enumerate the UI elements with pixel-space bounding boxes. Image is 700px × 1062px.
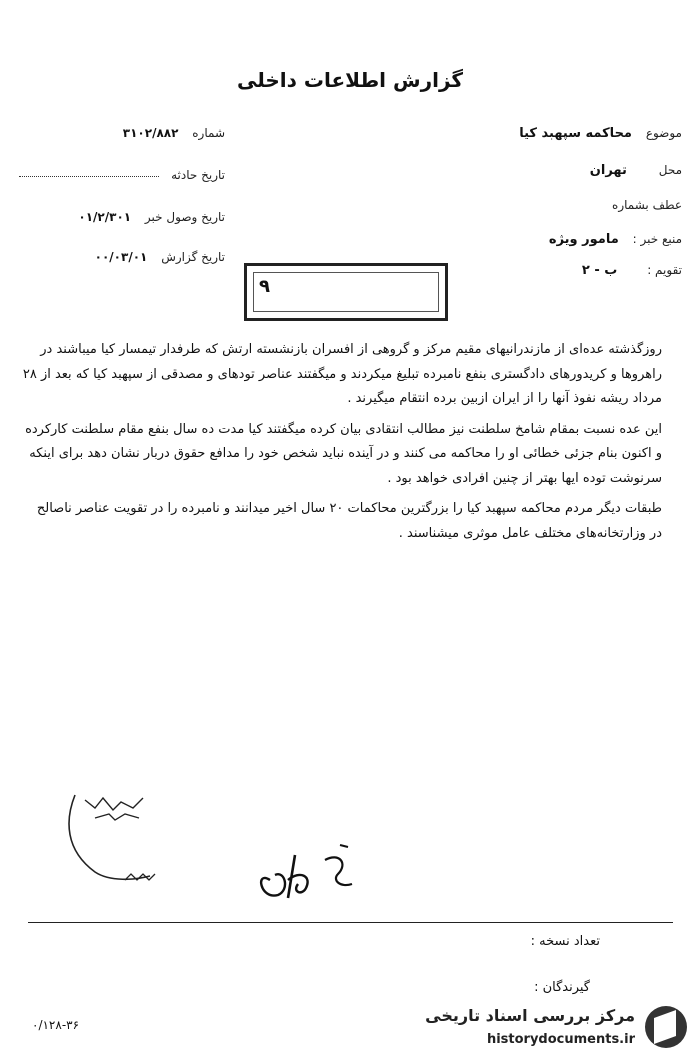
stamp-number: ۹	[259, 276, 270, 297]
meta-subject	[430, 126, 682, 141]
footer-divider	[28, 922, 673, 923]
meta-calendar	[430, 263, 682, 278]
meta-number	[20, 126, 225, 140]
report-body	[22, 338, 662, 552]
watermark-title: مرکز بررسی اسناد تاریخی	[425, 1006, 635, 1025]
meta-source	[430, 232, 682, 247]
meta-location-label: محل	[658, 163, 682, 177]
body-paragraph-3: طبقات دیگر مردم محاکمه سپهبد کیا را بزرگترین محاکمات ۲۰ سال اخیر میدانند و نامبرده را در تقویت عناصر ناصالح در وزارتخانه‌های مختلف عامل موثری میشناسند .	[36, 501, 662, 541]
meta-report-date-label: تاریخ گزارش	[161, 250, 225, 264]
meta-subject-label: موضوع	[645, 126, 682, 140]
handwritten-signature-2	[240, 840, 370, 910]
document-reference: ۰/۱۲۸-۳۶	[32, 1018, 80, 1032]
archive-watermark	[413, 1000, 693, 1056]
watermark-url: historydocuments.ir	[486, 1032, 635, 1047]
copies-count	[300, 934, 600, 949]
meta-source-label: منبع خبر :	[632, 232, 682, 246]
meta-received-date-label: تاریخ وصول خبر	[144, 210, 225, 224]
meta-subject-value: محاکمه سپهبد کیا	[519, 126, 632, 141]
meta-incident-date-label: تاریخ حادثه	[171, 168, 225, 182]
body-paragraph-1: روزگذشته عده‌ای از مازندرانیهای مقیم مرکز و گروهی از افسران بازنشسته ارتش که طرفدار تیمسار کیا میباشند در راهروها و کریدورهای دادگستری بنفع نامبرده تبلیغ میکردند و میگفتند عناصر تودهای و مصدقی از سپهبد کیا که بعد از ۲۸ مرداد ریشه نفوذ آنها را از ایران ازبین برده انتقام میگیرند .	[22, 342, 662, 406]
handwritten-signature-1	[55, 780, 175, 895]
meta-incident-date-dots	[19, 175, 159, 177]
meta-incident-date	[20, 168, 225, 182]
meta-received-date	[20, 210, 225, 224]
body-paragraph-2: این عده نسبت بمقام شامخ سلطنت نیز مطالب انتقادی بیان کرده میگفتند کیا مدت ده سال بنفع مقام سلطنت کارکرده و اکنون بنام جزئی خطائی او را محاکمه می کنند و در آینده نباید شخص خود را مدافع حقوق دربار نشان دهد برای اینکه سرنوشت توده ایها بهتر از چنین افرادی خواهد بود .	[25, 421, 662, 486]
meta-report-date	[20, 250, 225, 264]
copies-label: تعداد نسخه :	[530, 934, 600, 949]
report-title: گزارش اطلاعات داخلی	[236, 68, 464, 92]
meta-reference	[430, 198, 682, 212]
stamp-box	[244, 263, 448, 321]
meta-source-value: مامور ویژه	[548, 232, 619, 247]
recipients	[300, 980, 590, 995]
meta-number-value: ۳۱۰۲/۸۸۲	[122, 126, 179, 140]
meta-calendar-value: ب - ۲	[581, 263, 618, 278]
meta-location	[430, 163, 682, 178]
archive-logo-icon	[645, 1006, 687, 1048]
meta-calendar-label: تقویم :	[647, 263, 682, 277]
meta-number-label: شماره	[192, 126, 225, 140]
meta-report-date-value: ۰۰/۰۳/۰۱	[94, 250, 148, 264]
meta-received-date-value: ۰۱/۲/۳۰۱	[78, 210, 132, 224]
meta-reference-label: عطف بشماره	[612, 198, 682, 212]
stamp-inner-border	[253, 272, 439, 312]
recipients-label: گیرندگان :	[534, 980, 590, 995]
meta-location-value: تهران	[589, 163, 627, 178]
